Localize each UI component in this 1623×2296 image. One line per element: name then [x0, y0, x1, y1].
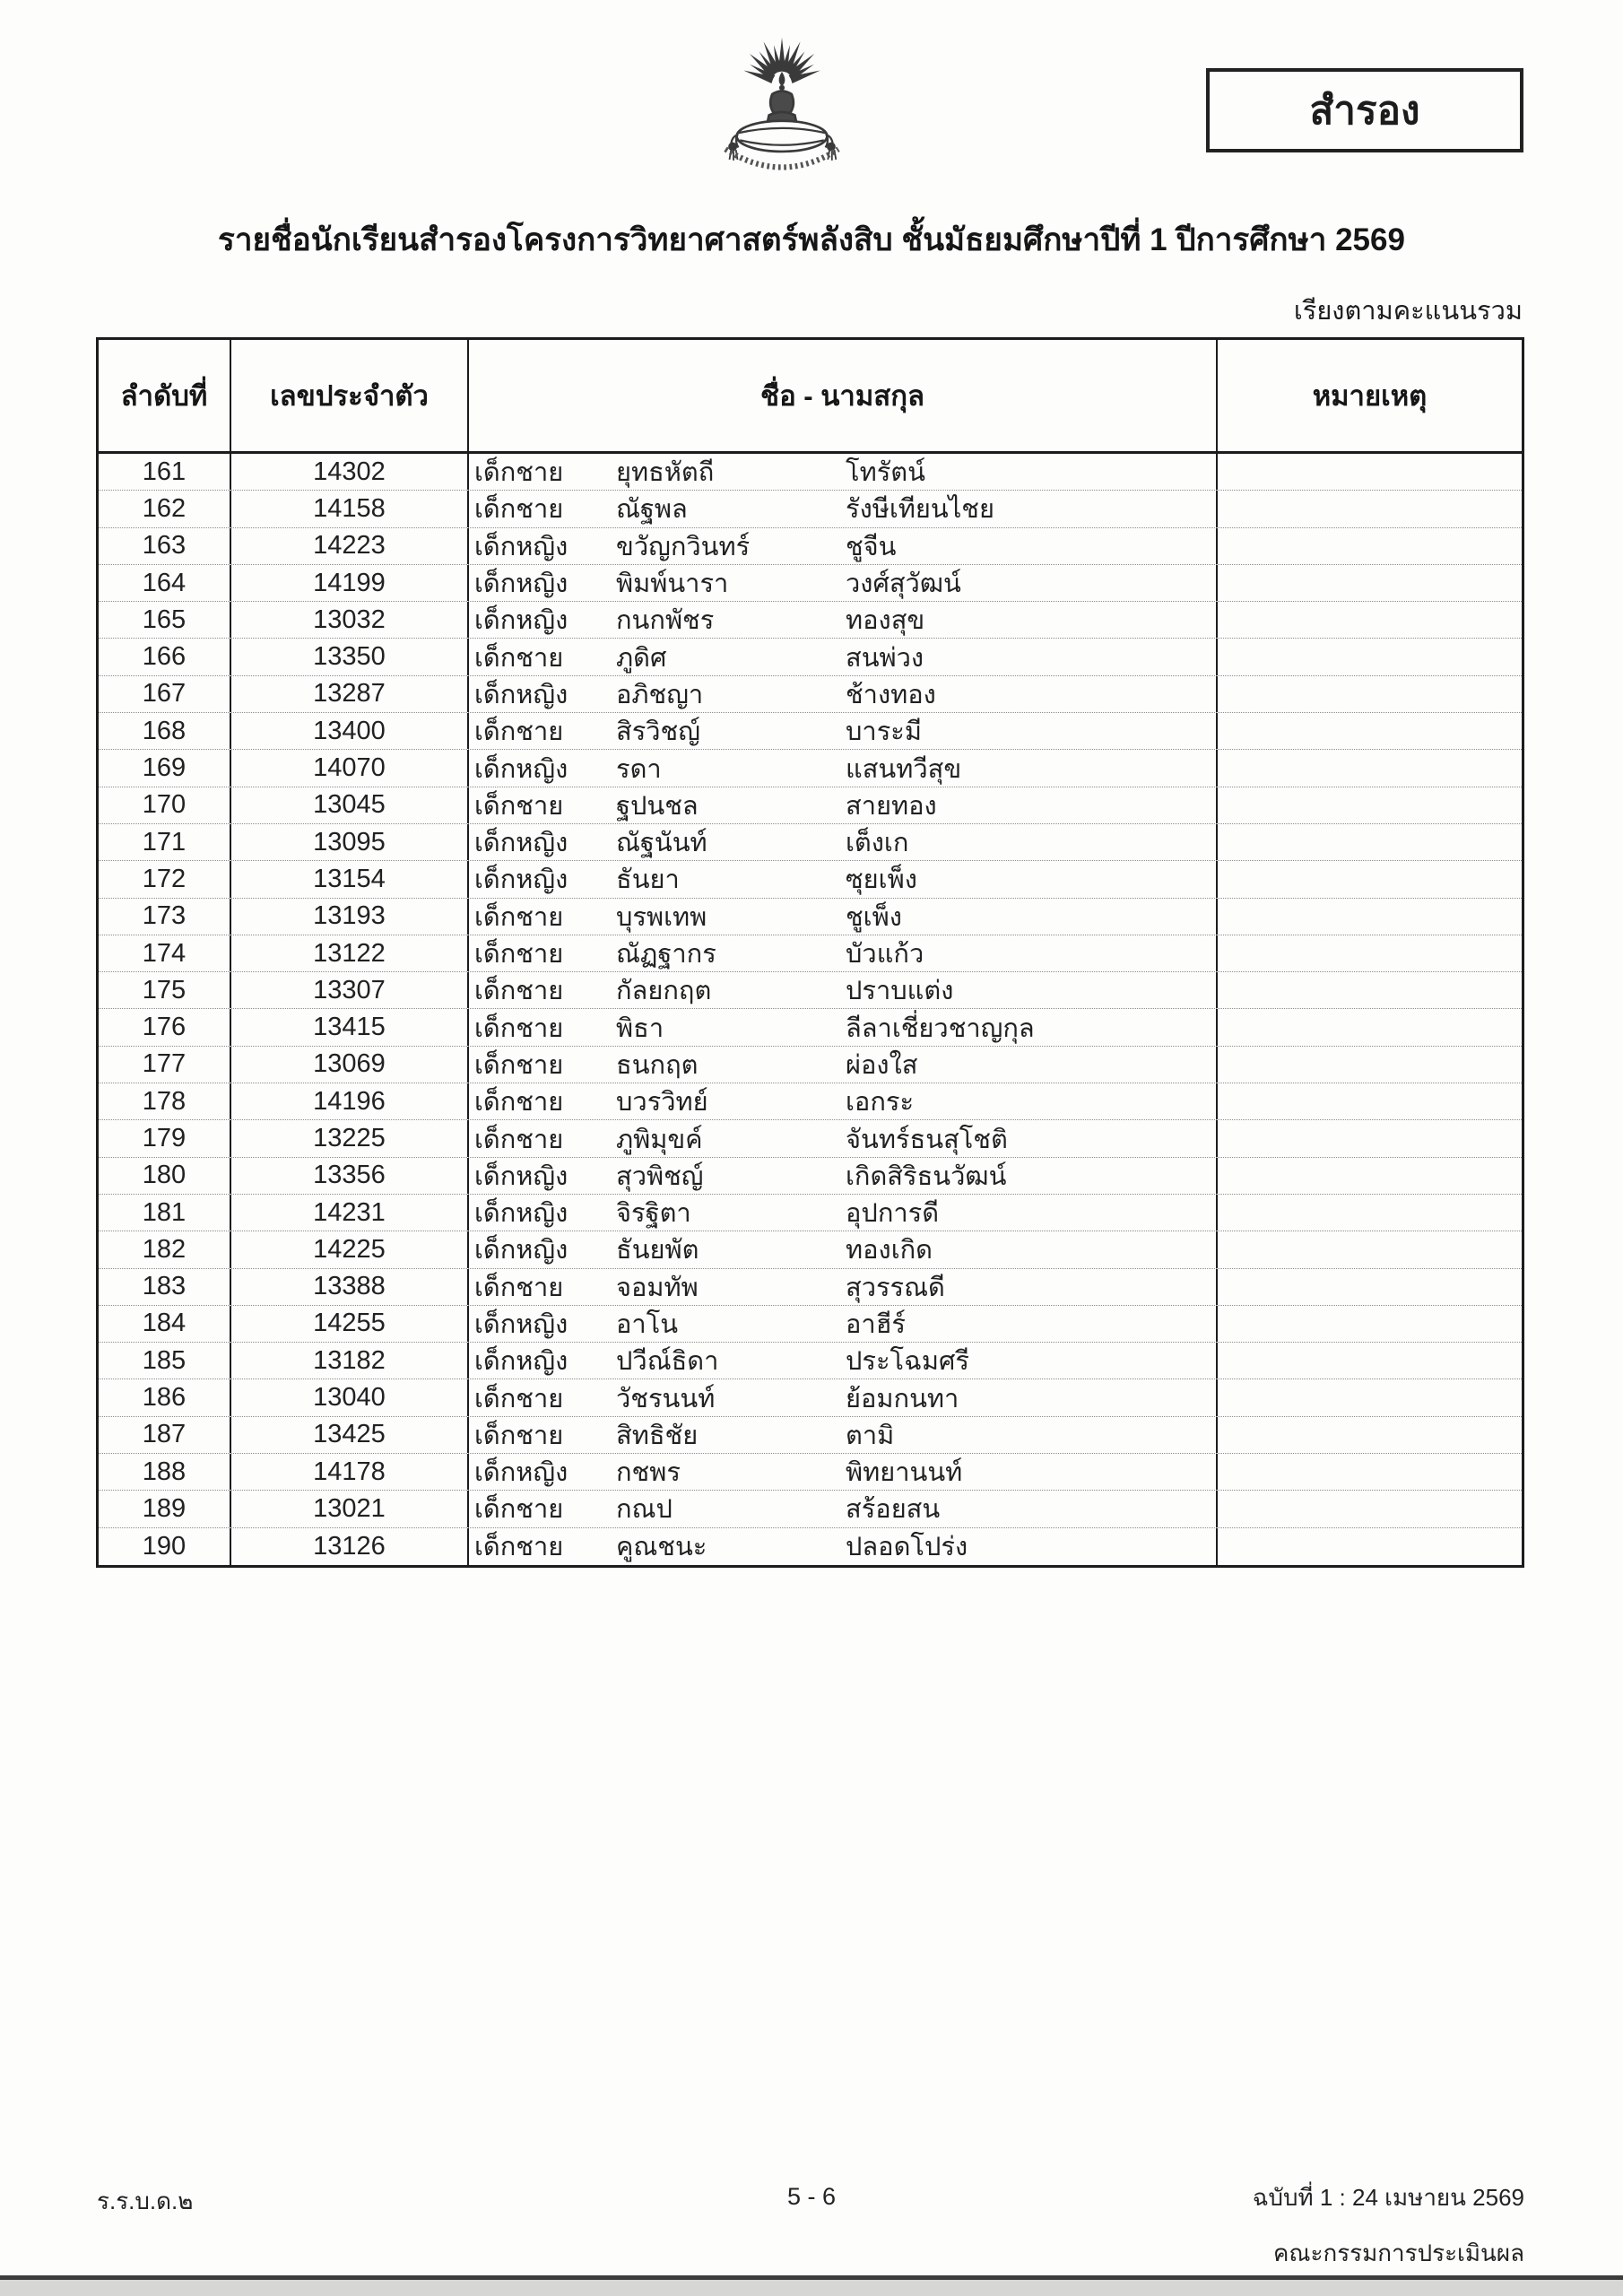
- row-first-name: ฐปนชล: [616, 791, 699, 821]
- table-row: [99, 1009, 1522, 1046]
- table-row: [99, 676, 1522, 713]
- row-name: [469, 528, 1218, 564]
- row-prefix: เด็กชาย: [474, 643, 564, 673]
- row-name: [469, 1195, 1218, 1231]
- table-row: [99, 935, 1522, 972]
- row-no: 184: [99, 1306, 231, 1342]
- row-first-name: ปวีณ์ธิดา: [616, 1347, 719, 1377]
- header-student-id: เลขประจำตัว: [231, 340, 469, 451]
- row-last-name: ช้างทอง: [846, 680, 936, 709]
- row-first-name: ณัฐพล: [616, 495, 688, 525]
- row-name: [469, 824, 1218, 860]
- row-no: 178: [99, 1083, 231, 1119]
- table-row: [99, 1231, 1522, 1268]
- row-remark: [1218, 1231, 1522, 1267]
- row-first-name: กัลยกฤต: [616, 977, 712, 1006]
- row-last-name: สร้อยสน: [846, 1495, 941, 1525]
- row-student-id: 13045: [231, 787, 469, 823]
- row-name: [469, 1306, 1218, 1342]
- row-no: 174: [99, 935, 231, 971]
- row-name: [469, 1454, 1218, 1490]
- row-first-name: ณัฐนันท์: [616, 829, 707, 858]
- table-row: [99, 1269, 1522, 1306]
- row-remark: [1218, 899, 1522, 935]
- row-prefix: เด็กชาย: [474, 902, 564, 932]
- row-first-name: ขวัญกวินทร์: [616, 532, 751, 561]
- row-prefix: เด็กหญิง: [474, 1347, 568, 1377]
- row-student-id: 13126: [231, 1528, 469, 1565]
- row-remark: [1218, 1195, 1522, 1231]
- row-no: 188: [99, 1454, 231, 1490]
- row-prefix: เด็กชาย: [474, 1384, 564, 1413]
- table-row: [99, 1491, 1522, 1527]
- row-first-name: คูณชนะ: [616, 1533, 707, 1562]
- row-last-name: ชูจีน: [846, 532, 897, 561]
- row-prefix: เด็กชาย: [474, 458, 564, 488]
- row-prefix: เด็กชาย: [474, 1273, 564, 1302]
- row-no: 162: [99, 491, 231, 526]
- row-no: 173: [99, 899, 231, 935]
- row-prefix: เด็กชาย: [474, 1088, 564, 1118]
- table-row: [99, 1528, 1522, 1565]
- row-student-id: 14070: [231, 750, 469, 786]
- row-remark: [1218, 1491, 1522, 1526]
- row-name: [469, 1491, 1218, 1526]
- row-no: 161: [99, 454, 231, 490]
- row-student-id: 13307: [231, 972, 469, 1008]
- row-last-name: ลีลาเชี่ยวชาญกุล: [846, 1013, 1035, 1043]
- row-student-id: 14231: [231, 1195, 469, 1231]
- row-remark: [1218, 1047, 1522, 1083]
- row-prefix: เด็กหญิง: [474, 829, 568, 858]
- row-first-name: กชพร: [616, 1458, 681, 1488]
- table-row: [99, 713, 1522, 750]
- table-row: [99, 787, 1522, 824]
- row-student-id: 13350: [231, 639, 469, 674]
- table-row: [99, 972, 1522, 1009]
- school-emblem-logo: [701, 36, 863, 202]
- row-prefix: เด็กชาย: [474, 1421, 564, 1450]
- row-first-name: ธันยพัต: [616, 1236, 699, 1265]
- row-student-id: 13388: [231, 1269, 469, 1305]
- row-remark: [1218, 824, 1522, 860]
- row-remark: [1218, 565, 1522, 601]
- row-last-name: ตามิ: [846, 1421, 895, 1450]
- row-student-id: 13400: [231, 713, 469, 749]
- row-remark: [1218, 1417, 1522, 1453]
- row-no: 186: [99, 1379, 231, 1415]
- row-no: 171: [99, 824, 231, 860]
- row-first-name: กนกพัชร: [616, 606, 715, 636]
- row-name: [469, 899, 1218, 935]
- scan-bottom-edge-strip: [0, 2280, 1623, 2296]
- table-row: [99, 824, 1522, 861]
- reserve-stamp-label: สำรอง: [1309, 89, 1420, 133]
- row-prefix: เด็กชาย: [474, 977, 564, 1006]
- row-remark: [1218, 1379, 1522, 1415]
- row-prefix: เด็กหญิง: [474, 1199, 568, 1229]
- header-no: ลำดับที่: [99, 340, 231, 451]
- row-prefix: เด็กชาย: [474, 495, 564, 525]
- table-row: [99, 1083, 1522, 1120]
- row-no: 183: [99, 1269, 231, 1305]
- row-last-name: วงศ์สุวัฒน์: [846, 570, 961, 599]
- row-name: [469, 1417, 1218, 1453]
- table-row: [99, 491, 1522, 527]
- table-row: [99, 565, 1522, 602]
- row-name: [469, 1083, 1218, 1119]
- row-prefix: เด็กหญิง: [474, 1458, 568, 1488]
- row-no: 187: [99, 1417, 231, 1453]
- row-remark: [1218, 1158, 1522, 1194]
- row-student-id: 14255: [231, 1306, 469, 1342]
- row-last-name: บัวแก้ว: [846, 940, 924, 970]
- row-no: 169: [99, 750, 231, 786]
- row-remark: [1218, 639, 1522, 674]
- row-prefix: เด็กชาย: [474, 718, 564, 747]
- table-row: [99, 1306, 1522, 1343]
- row-student-id: 13032: [231, 602, 469, 638]
- row-last-name: สายทอง: [846, 791, 937, 821]
- table-row: [99, 1120, 1522, 1157]
- row-remark: [1218, 1009, 1522, 1045]
- reserve-stamp: [1206, 68, 1523, 152]
- row-student-id: 13021: [231, 1491, 469, 1526]
- row-prefix: เด็กหญิง: [474, 606, 568, 636]
- footer-doc-code: ร.ร.บ.ด.๒: [97, 2187, 194, 2214]
- row-no: 170: [99, 787, 231, 823]
- row-name: [469, 1158, 1218, 1194]
- row-prefix: เด็กหญิง: [474, 1161, 568, 1191]
- row-last-name: แสนทวีสุข: [846, 754, 962, 784]
- row-last-name: อุปการดี: [846, 1199, 940, 1229]
- row-remark: [1218, 1083, 1522, 1119]
- row-student-id: 13193: [231, 899, 469, 935]
- row-student-id: 13182: [231, 1343, 469, 1378]
- row-remark: [1218, 528, 1522, 564]
- row-no: 185: [99, 1343, 231, 1378]
- row-no: 190: [99, 1528, 231, 1565]
- row-prefix: เด็กหญิง: [474, 754, 568, 784]
- table-header-row: [99, 340, 1522, 454]
- row-no: 163: [99, 528, 231, 564]
- row-student-id: 14302: [231, 454, 469, 490]
- row-first-name: สุวพิชญ์: [616, 1161, 704, 1191]
- row-first-name: กณป: [616, 1495, 673, 1525]
- row-remark: [1218, 1528, 1522, 1565]
- row-name: [469, 1343, 1218, 1378]
- row-prefix: เด็กชาย: [474, 940, 564, 970]
- row-remark: [1218, 1454, 1522, 1490]
- row-remark: [1218, 935, 1522, 971]
- row-remark: [1218, 1269, 1522, 1305]
- row-prefix: เด็กหญิง: [474, 1236, 568, 1265]
- row-name: [469, 787, 1218, 823]
- table-row: [99, 1454, 1522, 1491]
- row-prefix: เด็กหญิง: [474, 865, 568, 895]
- row-last-name: รังษีเทียนไชย: [846, 495, 994, 525]
- row-no: 181: [99, 1195, 231, 1231]
- row-no: 189: [99, 1491, 231, 1526]
- row-student-id: 13154: [231, 861, 469, 897]
- row-name: [469, 935, 1218, 971]
- student-table: [96, 337, 1524, 1568]
- row-name: [469, 565, 1218, 601]
- row-student-id: 13095: [231, 824, 469, 860]
- row-last-name: สนพ่วง: [846, 643, 924, 673]
- row-name: [469, 1379, 1218, 1415]
- row-last-name: ผ่องใส: [846, 1050, 918, 1080]
- row-name: [469, 676, 1218, 712]
- row-first-name: ธนกฤต: [616, 1050, 699, 1080]
- row-no: 167: [99, 676, 231, 712]
- table-body: [99, 454, 1522, 1565]
- row-first-name: สิรวิชญ์: [616, 718, 700, 747]
- row-prefix: เด็กชาย: [474, 791, 564, 821]
- row-remark: [1218, 1120, 1522, 1156]
- row-first-name: ภูดิศ: [616, 643, 667, 673]
- row-no: 180: [99, 1158, 231, 1194]
- table-row: [99, 454, 1522, 491]
- row-name: [469, 1009, 1218, 1045]
- row-no: 165: [99, 602, 231, 638]
- row-remark: [1218, 1343, 1522, 1378]
- row-name: [469, 861, 1218, 897]
- row-name: [469, 454, 1218, 490]
- row-prefix: เด็กหญิง: [474, 680, 568, 709]
- row-no: 179: [99, 1120, 231, 1156]
- row-first-name: อภิชญา: [616, 680, 704, 709]
- row-last-name: เอกระ: [846, 1088, 915, 1118]
- row-last-name: ประโฉมศรี: [846, 1347, 969, 1377]
- row-first-name: ณัฏฐากร: [616, 940, 716, 970]
- row-first-name: สิทธิชัย: [616, 1421, 699, 1450]
- row-name: [469, 1047, 1218, 1083]
- row-remark: [1218, 787, 1522, 823]
- row-first-name: อาโน: [616, 1309, 679, 1339]
- row-prefix: เด็กชาย: [474, 1495, 564, 1525]
- row-no: 172: [99, 861, 231, 897]
- table-row: [99, 528, 1522, 565]
- row-no: 176: [99, 1009, 231, 1045]
- row-no: 182: [99, 1231, 231, 1267]
- footer-page-number: 5 - 6: [786, 2183, 837, 2210]
- footer-committee: คณะกรรมการประเมินผล: [1273, 2239, 1524, 2266]
- row-remark: [1218, 491, 1522, 526]
- row-remark: [1218, 713, 1522, 749]
- row-remark: [1218, 602, 1522, 638]
- row-name: [469, 1120, 1218, 1156]
- row-first-name: บุรพเทพ: [616, 902, 707, 932]
- table-row: [99, 1158, 1522, 1195]
- row-student-id: 14178: [231, 1454, 469, 1490]
- row-no: 177: [99, 1047, 231, 1083]
- table-row: [99, 602, 1522, 639]
- row-last-name: ชูเพ็ง: [846, 902, 902, 932]
- row-first-name: บวรวิทย์: [616, 1088, 708, 1118]
- row-first-name: พิธา: [616, 1013, 664, 1043]
- row-remark: [1218, 750, 1522, 786]
- row-no: 166: [99, 639, 231, 674]
- row-student-id: 14225: [231, 1231, 469, 1267]
- row-last-name: ปลอดโปร่ง: [846, 1533, 968, 1562]
- row-last-name: ปราบแต่ง: [846, 977, 954, 1006]
- table-row: [99, 1417, 1522, 1454]
- row-last-name: สุวรรณดี: [846, 1273, 945, 1302]
- row-last-name: ทองสุข: [846, 606, 925, 636]
- row-remark: [1218, 972, 1522, 1008]
- row-last-name: ทองเกิด: [846, 1236, 933, 1265]
- row-last-name: เต็งเก: [846, 829, 909, 858]
- row-student-id: 13122: [231, 935, 469, 971]
- row-last-name: โทรัตน์: [846, 458, 925, 488]
- row-first-name: จอมทัพ: [616, 1273, 699, 1302]
- table-row: [99, 639, 1522, 675]
- row-student-id: 14196: [231, 1083, 469, 1119]
- row-name: [469, 972, 1218, 1008]
- row-student-id: 13287: [231, 676, 469, 712]
- row-name: [469, 639, 1218, 674]
- header-name: ชื่อ - นามสกุล: [469, 340, 1218, 451]
- row-last-name: ซุยเพ็ง: [846, 865, 917, 895]
- row-last-name: เกิดสิริธนวัฒน์: [846, 1161, 1007, 1191]
- table-row: [99, 1195, 1522, 1231]
- row-name: [469, 491, 1218, 526]
- row-student-id: 14199: [231, 565, 469, 601]
- row-first-name: ธันยา: [616, 865, 680, 895]
- row-remark: [1218, 1306, 1522, 1342]
- table-row: [99, 750, 1522, 787]
- row-last-name: อาฮีร์: [846, 1309, 906, 1339]
- row-student-id: 13069: [231, 1047, 469, 1083]
- row-prefix: เด็กชาย: [474, 1533, 564, 1562]
- row-name: [469, 1231, 1218, 1267]
- row-prefix: เด็กชาย: [474, 1013, 564, 1043]
- row-first-name: พิมพ์นารา: [616, 570, 729, 599]
- row-student-id: 13356: [231, 1158, 469, 1194]
- page-title: รายชื่อนักเรียนสำรองโครงการวิทยาศาสตร์พลังสิบ ชั้นมัธยมศึกษาปีที่ 1 ปีการศึกษา 2569: [218, 222, 1405, 257]
- row-no: 168: [99, 713, 231, 749]
- row-no: 164: [99, 565, 231, 601]
- row-student-id: 13415: [231, 1009, 469, 1045]
- row-first-name: ภูพิมุขค์: [616, 1125, 703, 1154]
- sort-note: เรียงตามคะแนนรวม: [1293, 297, 1523, 326]
- row-last-name: จันทร์ธนสุโชติ: [846, 1125, 1008, 1154]
- row-last-name: พิทยานนท์: [846, 1458, 963, 1488]
- row-last-name: บาระมี: [846, 718, 922, 747]
- row-name: [469, 713, 1218, 749]
- row-remark: [1218, 861, 1522, 897]
- row-student-id: 14223: [231, 528, 469, 564]
- row-name: [469, 1269, 1218, 1305]
- row-prefix: เด็กชาย: [474, 1125, 564, 1154]
- school-emblem-icon: [701, 36, 863, 202]
- row-prefix: เด็กหญิง: [474, 570, 568, 599]
- row-prefix: เด็กหญิง: [474, 532, 568, 561]
- row-no: 175: [99, 972, 231, 1008]
- row-remark: [1218, 454, 1522, 490]
- row-remark: [1218, 676, 1522, 712]
- row-student-id: 13225: [231, 1120, 469, 1156]
- row-first-name: วัชรนนท์: [616, 1384, 716, 1413]
- row-first-name: จิรฐิตา: [616, 1199, 691, 1229]
- row-prefix: เด็กชาย: [474, 1050, 564, 1080]
- row-first-name: ยุทธหัตถี: [616, 458, 715, 488]
- table-row: [99, 861, 1522, 898]
- row-student-id: 14158: [231, 491, 469, 526]
- row-student-id: 13040: [231, 1379, 469, 1415]
- row-name: [469, 750, 1218, 786]
- table-row: [99, 1343, 1522, 1379]
- row-student-id: 13425: [231, 1417, 469, 1453]
- row-last-name: ย้อมกนทา: [846, 1384, 959, 1413]
- header-remark: หมายเหตุ: [1312, 380, 1428, 412]
- footer-edition: ฉบับที่ 1 : 24 เมษายน 2569: [1252, 2184, 1524, 2211]
- row-name: [469, 1528, 1218, 1565]
- table-row: [99, 1047, 1522, 1083]
- table-row: [99, 899, 1522, 935]
- row-first-name: รดา: [616, 754, 662, 784]
- row-prefix: เด็กหญิง: [474, 1309, 568, 1339]
- row-name: [469, 602, 1218, 638]
- table-row: [99, 1379, 1522, 1416]
